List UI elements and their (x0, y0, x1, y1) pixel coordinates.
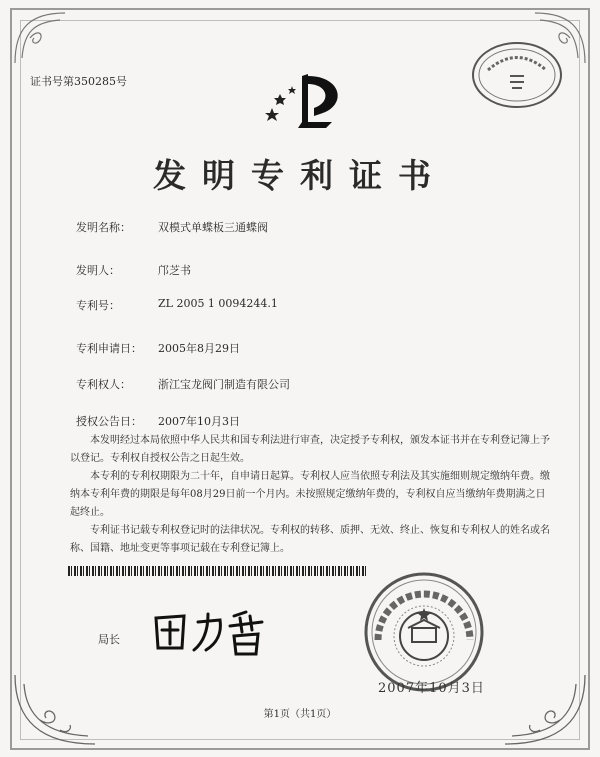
field-label: 发明名称： (76, 221, 131, 234)
field-value: ZL 2005 1 0094244.1 (158, 297, 278, 310)
field-label: 授权公告日： (76, 415, 142, 428)
corner-ornament-top-left (10, 8, 70, 68)
field-value: 双模式单蝶板三通蝶阀 (158, 221, 268, 234)
field-patent-number (76, 297, 278, 313)
state-office-seal (362, 570, 486, 694)
director-label: 局长 (98, 633, 120, 646)
body-paragraph: 本发明经过本局依照中华人民共和国专利法进行审查，决定授予专利权，颁发本证书并在专利登记簿上予以登记。专利权自授权公告之日起生效。 (70, 435, 550, 464)
agency-seal (470, 40, 564, 110)
field-application-date (76, 340, 240, 356)
certificate-body (70, 432, 550, 558)
field-inventor (76, 262, 191, 278)
body-paragraph: 专利证书记载专利权登记时的法律状况。专利权的转移、质押、无效、终止、恢复和专利权人的姓名或名称、国籍、地址变更等事项记载在专利登记簿上。 (70, 525, 550, 554)
field-patentee (76, 376, 290, 392)
barcode (68, 566, 368, 576)
field-label: 专利号： (76, 299, 120, 312)
field-label: 发明人： (76, 264, 120, 277)
field-value: 浙江宝龙阀门制造有限公司 (158, 378, 290, 391)
field-grant-date (76, 413, 240, 429)
field-label: 专利权人： (76, 378, 131, 391)
director-signature (150, 604, 280, 664)
field-invention-name (76, 219, 268, 235)
field-label: 专利申请日： (76, 342, 142, 355)
body-paragraph: 本专利的专利权期限为二十年，自申请日起算。专利权人应当依照专利法及其实施细则规定缴纳年费。缴纳本专利年费的期限是每年08月29日前一个月内。未按照规定缴纳年费的，专利权自应当缴纳年费期满之日起终止。 (70, 471, 550, 518)
field-value: 邝芝书 (158, 264, 191, 277)
page-number: 第1页（共1页） (263, 709, 337, 720)
field-value: 2005年8月29日 (158, 342, 240, 355)
field-value: 2007年10月3日 (158, 415, 240, 428)
patent-office-emblem (262, 70, 352, 132)
issue-date-stamp: 2007年10月3日 (378, 681, 485, 696)
certificate-title: 发明专利证书 (153, 156, 447, 195)
certificate-number: 证书号第350285号 (30, 75, 127, 88)
